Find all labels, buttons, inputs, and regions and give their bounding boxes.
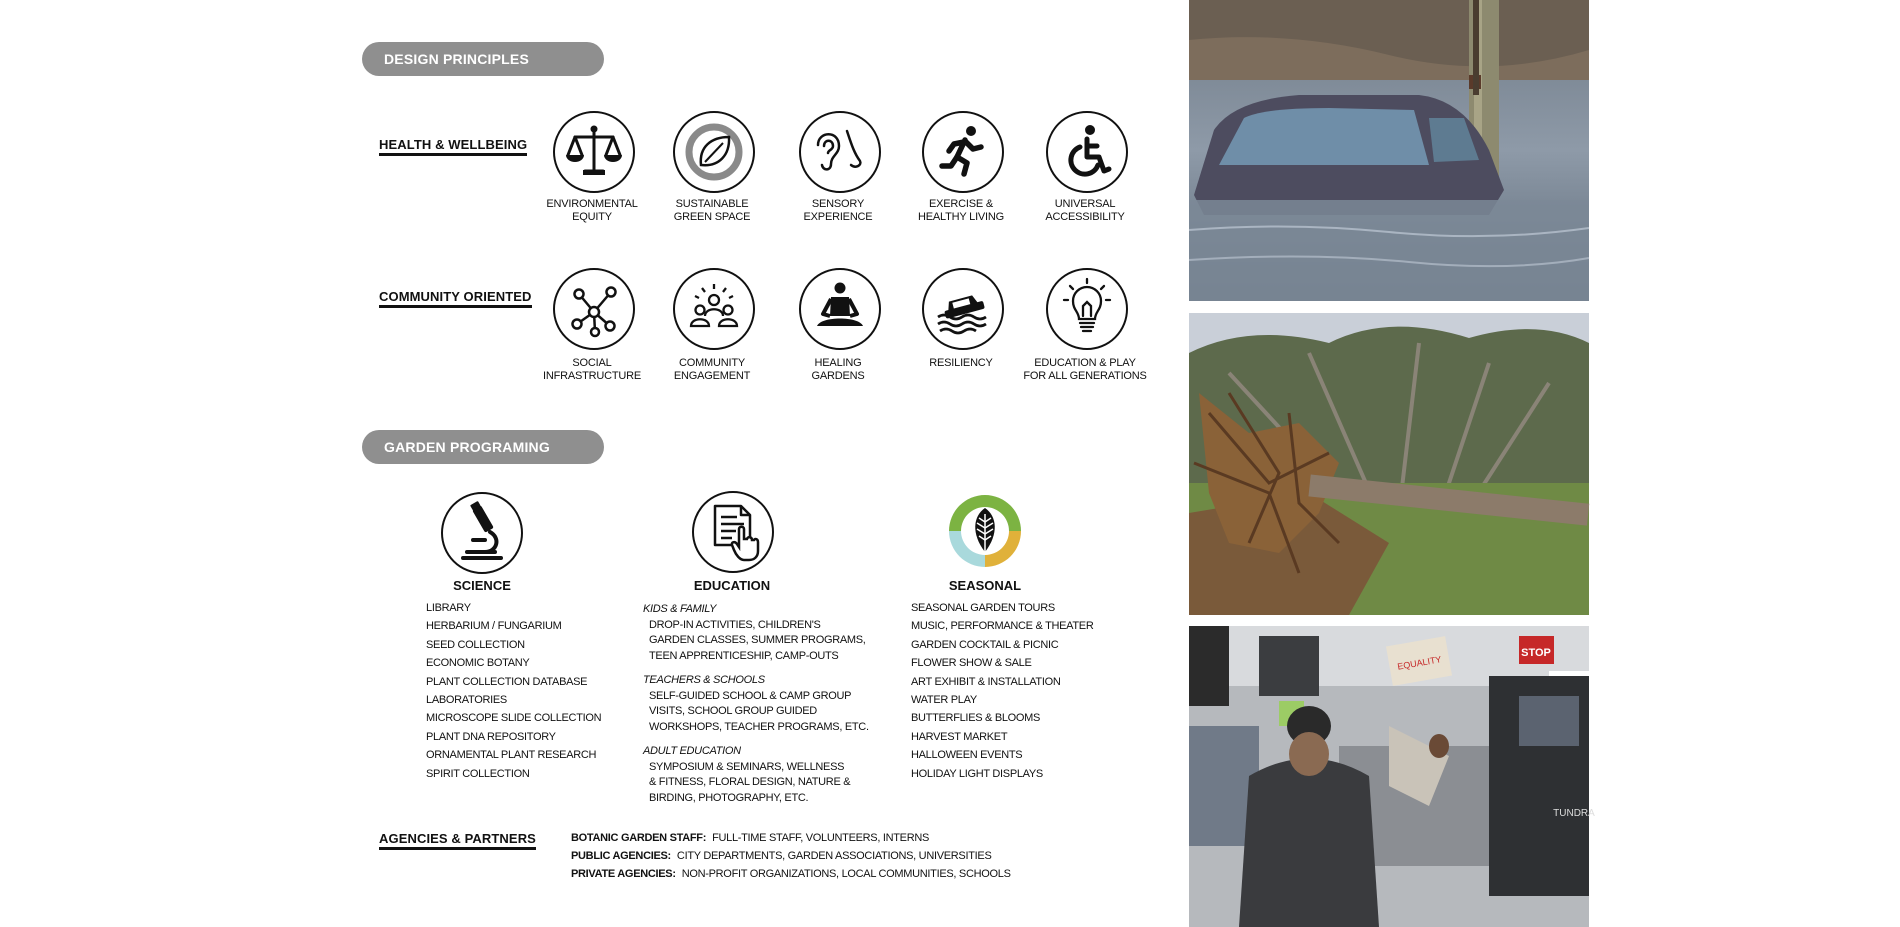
- list-item: HERBARIUM / FUNGARIUM: [426, 620, 562, 633]
- list-item: GARDEN COCKTAIL & PICNIC: [911, 638, 1059, 651]
- scales-icon: [553, 111, 635, 193]
- caption-sustainable-green-space: SUSTAINABLE GREEN SPACE: [673, 198, 751, 223]
- fallen-tree-photo: [1189, 313, 1589, 615]
- list-item: TEEN APPRENTICESHIP, CAMP-OUTS: [649, 649, 839, 662]
- ear-nose-icon: [799, 111, 881, 193]
- caption-sensory-experience: SENSORY EXPERIENCE: [803, 198, 873, 223]
- list-item: SELF-GUIDED SCHOOL & CAMP GROUP: [649, 689, 852, 702]
- list-item: PLANT DNA REPOSITORY: [426, 730, 556, 743]
- list-item: GARDEN CLASSES, SUMMER PROGRAMS,: [649, 634, 866, 646]
- caption-community-engagement: COMMUNITY ENGAGEMENT: [673, 357, 751, 382]
- caption-environmental-equity: ENVIRONMENTAL EQUITY: [546, 198, 638, 223]
- caption-healing-gardens: HEALING GARDENS: [811, 357, 865, 382]
- wheelchair-icon: [1046, 111, 1128, 193]
- list-item: ORNAMENTAL PLANT RESEARCH: [426, 749, 597, 762]
- leaf-cycle-icon: [673, 111, 755, 193]
- education-group-heading: TEACHERS & SCHOOLS: [643, 674, 765, 686]
- design-principles-heading: DESIGN PRINCIPLES: [362, 42, 604, 76]
- list-item: & FITNESS, FLORAL DESIGN, NATURE &: [649, 776, 851, 788]
- list-item: MICROSCOPE SLIDE COLLECTION: [426, 712, 602, 725]
- list-item: VISITS, SCHOOL GROUP GUIDED: [649, 705, 817, 717]
- education-group-heading: KIDS & FAMILY: [643, 603, 717, 615]
- list-item: SEASONAL GARDEN TOURS: [911, 602, 1055, 614]
- list-item: DROP-IN ACTIVITIES, CHILDREN'S: [649, 618, 821, 631]
- seasonal-title: SEASONAL: [948, 578, 1022, 593]
- equality-sign-text: EQUALITY: [1396, 654, 1443, 672]
- protest-photo: [1189, 626, 1595, 927]
- list-item: HARVEST MARKET: [911, 730, 1008, 743]
- caption-education-play: EDUCATION & PLAY FOR ALL GENERATIONS: [1023, 357, 1147, 382]
- truck-badge-text: TUNDRA: [1553, 808, 1595, 819]
- list-item: LABORATORIES: [426, 693, 507, 706]
- list-item: PLANT COLLECTION DATABASE: [426, 675, 588, 688]
- science-title: SCIENCE: [453, 578, 511, 593]
- list-item: SYMPOSIUM & SEMINARS, WELLNESS: [649, 760, 845, 773]
- flooded-car-icon: [922, 268, 1004, 350]
- education-list: [643, 602, 869, 806]
- list-item: ART EXHIBIT & INSTALLATION: [911, 675, 1061, 688]
- list-item: WATER PLAY: [911, 693, 977, 706]
- education-group-heading: ADULT EDUCATION: [643, 745, 741, 757]
- list-item: SEED COLLECTION: [426, 638, 525, 651]
- list-item: SPIRIT COLLECTION: [426, 767, 530, 780]
- running-person-icon: [922, 111, 1004, 193]
- microscope-icon: [441, 492, 523, 574]
- seasonal-list: [911, 599, 1094, 783]
- caption-social-infrastructure: SOCIAL INFRASTRUCTURE: [542, 357, 642, 382]
- list-item: FLOWER SHOW & SALE: [911, 657, 1032, 670]
- seasonal-leaf-icon: [946, 492, 1024, 570]
- list-item: ECONOMIC BOTANY: [426, 657, 530, 670]
- list-item: BUTTERFLIES & BLOOMS: [911, 712, 1041, 725]
- health-wellbeing-label: HEALTH & WELLBEING: [379, 137, 527, 156]
- list-item: BIRDING, PHOTOGRAPHY, ETC.: [649, 791, 809, 804]
- agencies-partners-label: AGENCIES & PARTNERS: [379, 831, 536, 850]
- agency-row: BOTANIC GARDEN STAFF: FULL-TIME STAFF, VOLUNTEERS, INTERNS: [571, 832, 930, 844]
- community-people-icon: [673, 268, 755, 350]
- lightbulb-icon: [1046, 268, 1128, 350]
- list-item: HALLOWEEN EVENTS: [911, 749, 1023, 762]
- education-title: EDUCATION: [693, 578, 771, 593]
- network-icon: [553, 268, 635, 350]
- list-item: LIBRARY: [426, 602, 471, 614]
- agency-row: PRIVATE AGENCIES: NON-PROFIT ORGANIZATIONS, LOCAL COMMUNITIES, SCHOOLS: [571, 868, 1011, 880]
- list-item: WORKSHOPS, TEACHER PROGRAMS, ETC.: [649, 720, 869, 733]
- caption-universal-accessibility: UNIVERSAL ACCESSIBILITY: [1045, 198, 1125, 223]
- meditation-icon: [799, 268, 881, 350]
- list-item: HOLIDAY LIGHT DISPLAYS: [911, 767, 1043, 780]
- science-list: [426, 599, 601, 783]
- stop-sign-text: STOP: [1521, 647, 1551, 659]
- list-item: MUSIC, PERFORMANCE & THEATER: [911, 620, 1094, 633]
- garden-programing-heading: GARDEN PROGRAMING: [362, 430, 604, 464]
- caption-exercise-healthy-living: EXERCISE & HEALTHY LIVING: [917, 198, 1005, 223]
- agency-row: PUBLIC AGENCIES: CITY DEPARTMENTS, GARDEN ASSOCIATIONS, UNIVERSITIES: [571, 850, 992, 862]
- caption-resiliency: RESILIENCY: [929, 357, 993, 369]
- document-touch-icon: [692, 491, 774, 573]
- community-oriented-label: COMMUNITY ORIENTED: [379, 289, 532, 308]
- flooded-car-photo: [1189, 0, 1589, 301]
